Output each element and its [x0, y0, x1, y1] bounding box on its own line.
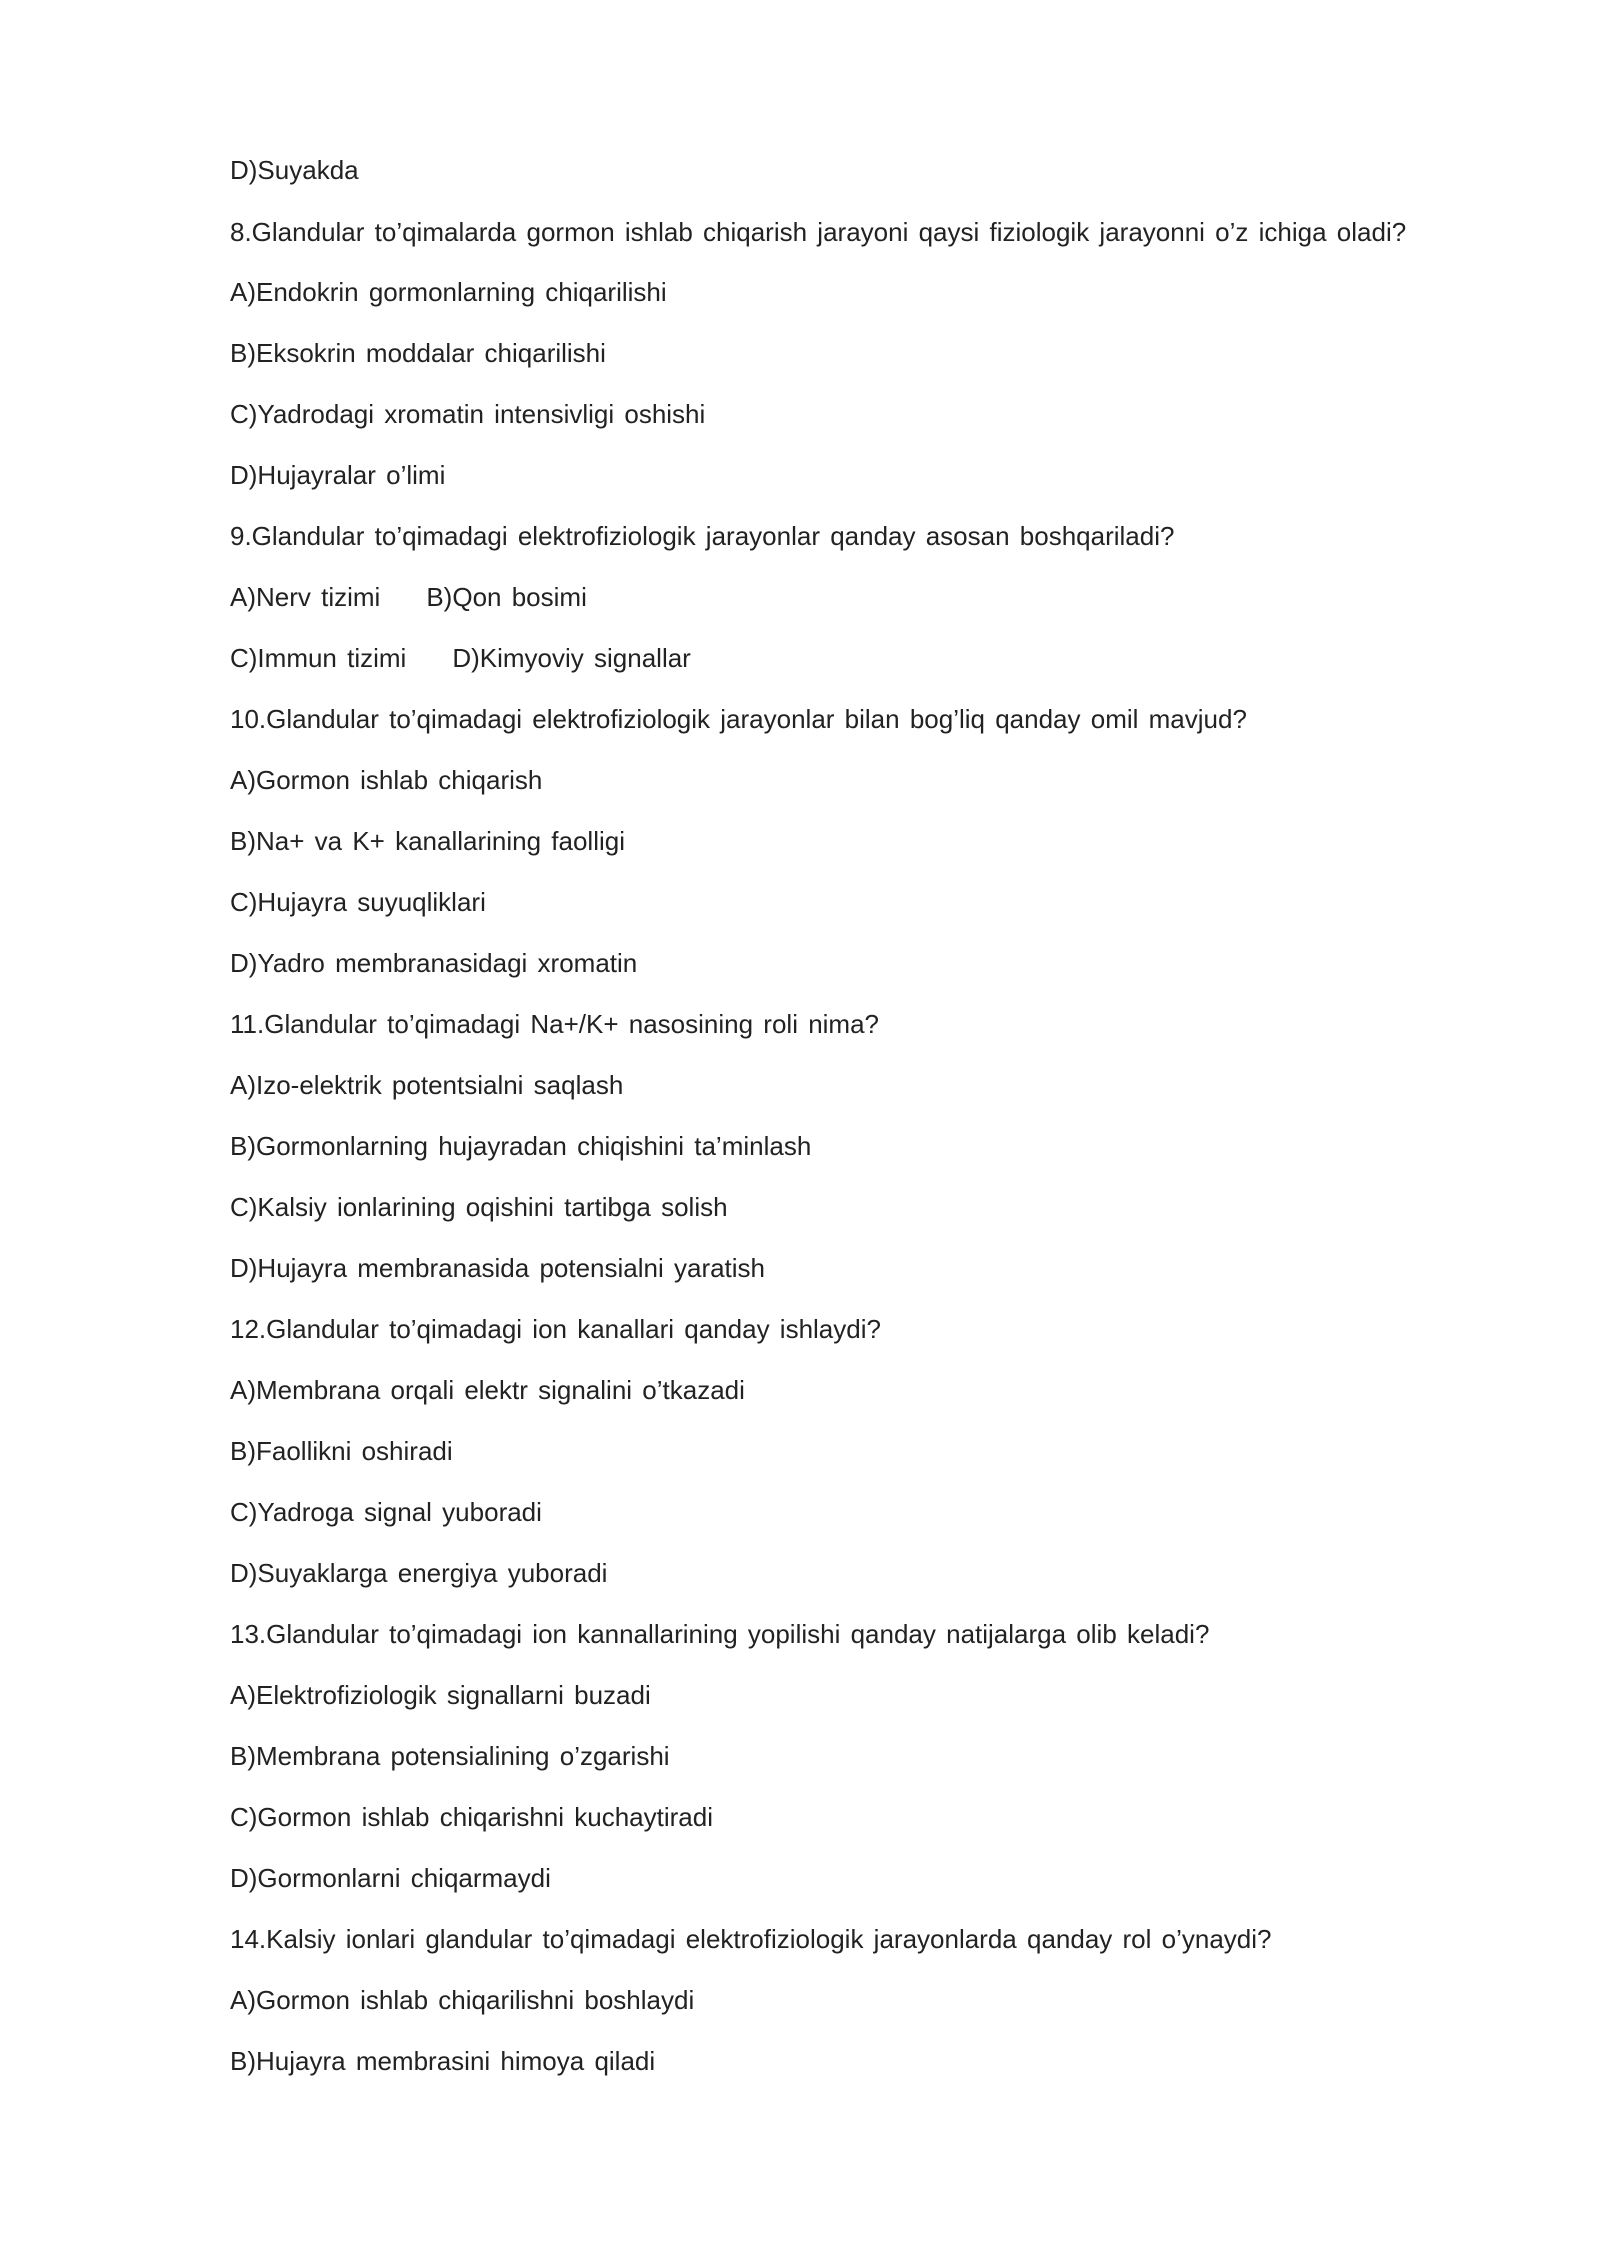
answer-option: A)Elektrofiziologik signallarni buzadi	[230, 1680, 651, 1710]
answer-option: D)Hujayralar o’limi	[230, 460, 446, 490]
answer-option: D)Yadro membranasidagi xromatin	[230, 948, 638, 978]
answer-option: B)Eksokrin moddalar chiqarilishi	[230, 338, 606, 368]
answer-option: A)Gormon ishlab chiqarilishni boshlaydi	[230, 1985, 695, 2015]
question-13: 13.Glandular to’qimadagi ion kannallarining yopilishi qanday natijalarga olib keladi?	[230, 1619, 1210, 1649]
answer-option: A)Gormon ishlab chiqarish	[230, 765, 543, 795]
question-12: 12.Glandular to’qimadagi ion kanallari qanday ishlaydi?	[230, 1314, 881, 1344]
question-11: 11.Glandular to’qimadagi Na+/K+ nasosining roli nima?	[230, 1009, 880, 1039]
answer-option: C)Yadrodagi xromatin intensivligi oshishi	[230, 399, 706, 429]
document-body	[230, 152, 1416, 2104]
answer-option: B)Hujayra membrasini himoya qiladi	[230, 2046, 656, 2076]
question-9: 9.Glandular to’qimadagi elektrofiziologik jarayonlar qanday asosan boshqariladi?	[230, 521, 1175, 551]
answer-option-row	[230, 640, 1416, 701]
answer-option: B)Na+ va K+ kanallarining faolligi	[230, 826, 625, 856]
answer-option: C)Immun tizimi	[230, 643, 407, 673]
answer-option: D)Hujayra membranasida potensialni yaratish	[230, 1253, 766, 1283]
answer-option: B)Membrana potensialining o’zgarishi	[230, 1741, 670, 1771]
question-14: 14.Kalsiy ionlari glandular to’qimadagi elektrofiziologik jarayonlarda qanday rol o’ynaydi?	[230, 1924, 1272, 1954]
answer-option: B)Qon bosimi	[426, 582, 587, 612]
answer-option: A)Nerv tizimi	[230, 582, 381, 612]
answer-option-row	[230, 579, 1416, 640]
answer-option: D)Gormonlarni chiqarmaydi	[230, 1863, 551, 1893]
answer-option: D)Suyaklarga energiya yuboradi	[230, 1558, 608, 1588]
answer-option: A)Izo-elektrik potentsialni saqlash	[230, 1070, 624, 1100]
answer-option: A)Endokrin gormonlarning chiqarilishi	[230, 277, 667, 307]
question-10: 10.Glandular to’qimadagi elektrofiziologik jarayonlar bilan bog’liq qanday omil mavjud?	[230, 704, 1247, 734]
answer-option: B)Gormonlarning hujayradan chiqishini ta’minlash	[230, 1131, 812, 1161]
answer-option: A)Membrana orqali elektr signalini o’tkazadi	[230, 1375, 745, 1405]
answer-option: D)Kimyoviy signallar	[452, 643, 691, 673]
answer-option: C)Gormon ishlab chiqarishni kuchaytiradi	[230, 1802, 713, 1832]
answer-option: C)Hujayra suyuqliklari	[230, 887, 486, 917]
answer-option: D)Suyakda	[230, 155, 359, 185]
answer-option: C)Yadroga signal yuboradi	[230, 1497, 542, 1527]
question-8: 8.Glandular to’qimalarda gormon ishlab chiqarish jarayoni qaysi fiziologik jarayonni o’z ichiga oladi?	[230, 217, 1407, 247]
answer-option: B)Faollikni oshiradi	[230, 1436, 453, 1466]
answer-option: C)Kalsiy ionlarining oqishini tartibga solish	[230, 1192, 728, 1222]
